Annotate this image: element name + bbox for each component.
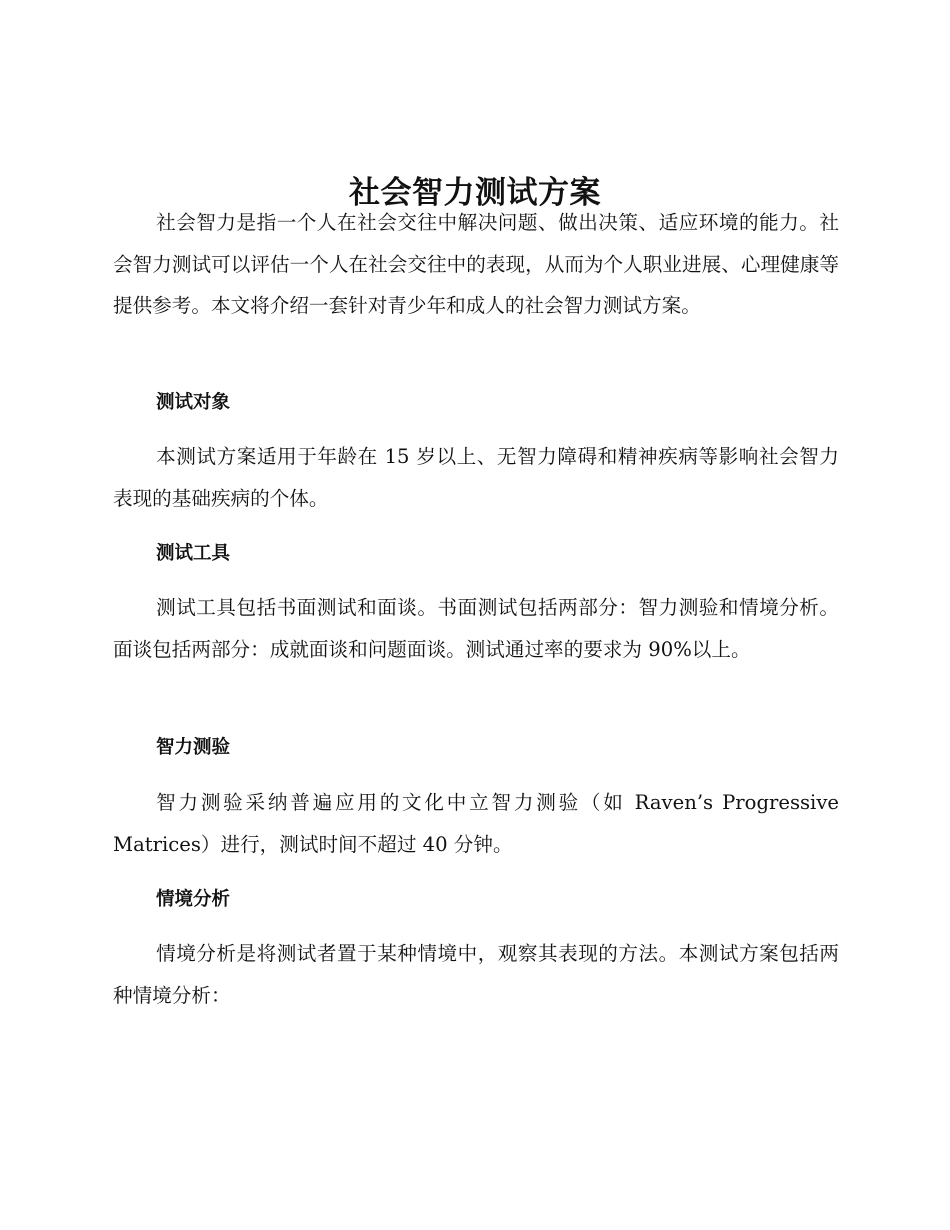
document-title: 社会智力测试方案 [349,174,601,211]
section-heading-intelligence-test: 智力测验 [156,737,231,758]
section-heading-situational-analysis: 情境分析 [156,889,231,910]
intro-paragraph: 社会智力是指一个人在社会交往中解决问题、做出决策、适应环境的能力。社会智力测试可以评估一个人在社会交往中的表现，从而为个人职业进展、心理健康等提供参考。本文将介绍一套针对青少年和成人的社会智力测试方案。 [113,211,839,317]
section-body-intelligence-test: 智力测验采纳普遍应用的文化中立智力测验（如 Raven’s Progressive Matrices）进行，测试时间不超过 40 分钟。 [113,791,839,856]
section-heading-test-subjects: 测试对象 [156,392,231,413]
section-body-test-subjects: 本测试方案适用于年龄在 15 岁以上、无智力障碍和精神疾病等影响社会智力表现的基础疾病的个体。 [113,445,839,510]
section-body-situational-analysis: 情境分析是将测试者置于某种情境中，观察其表现的方法。本测试方案包括两种情境分析： [113,942,839,1007]
section-heading-test-tools: 测试工具 [156,543,231,564]
section-body-test-tools: 测试工具包括书面测试和面谈。书面测试包括两部分：智力测验和情境分析。面谈包括两部分：成就面谈和问题面谈。测试通过率的要求为 90%以上。 [113,596,839,661]
